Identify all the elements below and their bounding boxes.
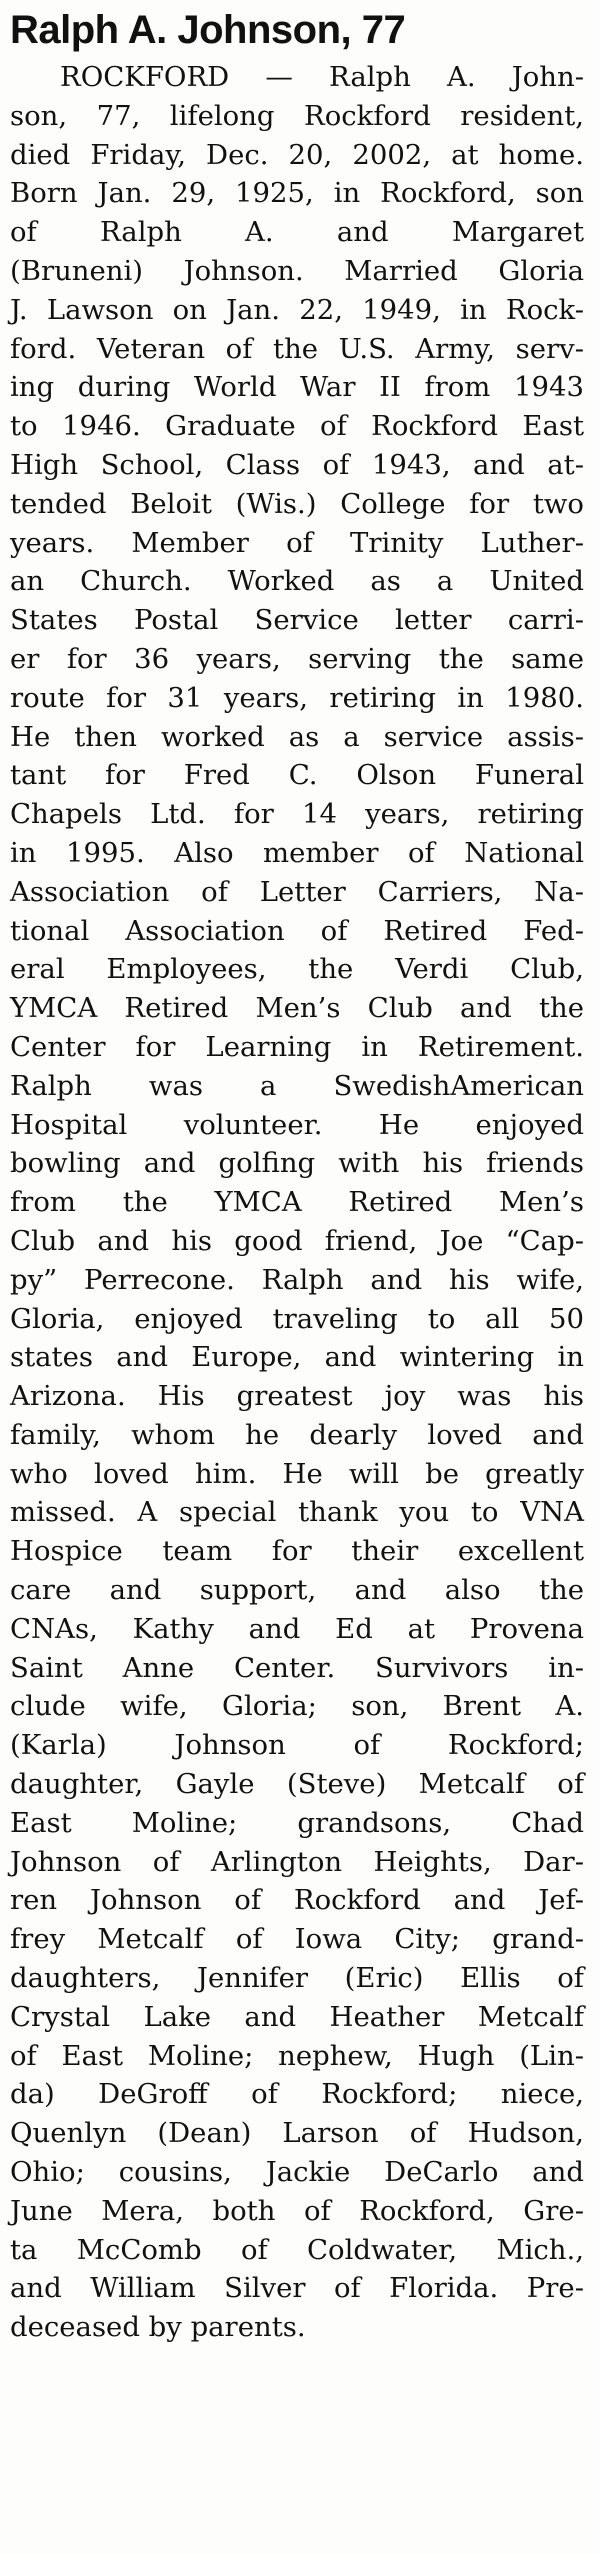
obituary-line: ing during World War II from 1943 [10, 371, 584, 404]
obituary-line: Crystal Lake and Heather Metcalf [10, 2000, 584, 2033]
obituary-line: ta McComb of Coldwater, Mich., [10, 2233, 584, 2266]
obituary-line: deceased by parents. [10, 2311, 306, 2344]
obituary-line: er for 36 years, serving the same [10, 642, 584, 675]
obituary-line: family, whom he dearly loved and [10, 1418, 584, 1451]
obituary-line: da) DeGroff of Rockford; niece, [10, 2078, 584, 2111]
obituary-line: Quenlyn (Dean) Larson of Hudson, [10, 2117, 584, 2150]
obituary-line: Born Jan. 29, 1925, in Rockford, son [10, 177, 584, 210]
obituary-line: Association of Letter Carriers, Na- [10, 875, 584, 908]
obituary-line: YMCA Retired Men’s Club and the [10, 992, 584, 1025]
obituary-line: states and Europe, and wintering in [10, 1341, 584, 1374]
obituary-line: Chapels Ltd. for 14 years, retiring [10, 798, 584, 831]
obituary-line: from the YMCA Retired Men’s [10, 1186, 584, 1219]
obituary-line: died Friday, Dec. 20, 2002, at home. [10, 138, 584, 171]
obituary-headline: Ralph A. Johnson, 77 [10, 8, 406, 52]
obituary-line: an Church. Worked as a United [10, 565, 584, 598]
obituary-line: to 1946. Graduate of Rockford East [10, 410, 584, 443]
obituary-line: eral Employees, the Verdi Club, [10, 953, 584, 986]
obituary-line: Ohio; cousins, Jackie DeCarlo and [10, 2156, 584, 2189]
obituary-line: ren Johnson of Rockford and Jef- [10, 1884, 584, 1917]
obituary-line: years. Member of Trinity Luther- [10, 526, 584, 559]
obituary-line: Club and his good friend, Joe “Cap- [10, 1224, 584, 1257]
obituary-line: ford. Veteran of the U.S. Army, serv- [10, 332, 584, 365]
obituary-line: in 1995. Also member of National [10, 836, 584, 869]
obituary-line: and William Silver of Florida. Pre- [10, 2272, 584, 2305]
obituary-line: Hospital volunteer. He enjoyed [10, 1108, 584, 1141]
obituary-line: son, 77, lifelong Rockford resident, [10, 99, 584, 132]
obituary-line: missed. A special thank you to VNA [10, 1496, 584, 1529]
obituary-line: who loved him. He will be greatly [10, 1457, 584, 1490]
obituary-line: He then worked as a service assis- [10, 720, 584, 753]
obituary-line: tant for Fred C. Olson Funeral [10, 759, 584, 792]
obituary-line: bowling and golfing with his friends [10, 1147, 584, 1180]
obituary-line: care and support, and also the [10, 1574, 584, 1607]
obituary-line: daughter, Gayle (Steve) Metcalf of [10, 1768, 584, 1801]
obituary-line: clude wife, Gloria; son, Brent A. [10, 1690, 584, 1723]
obituary-line: East Moline; grandsons, Chad [10, 1806, 584, 1839]
obituary-line: of East Moline; nephew, Hugh (Lin- [10, 2039, 584, 2072]
obituary-line: of Ralph A. and Margaret [10, 216, 584, 249]
obituary-line: py” Perrecone. Ralph and his wife, [10, 1263, 584, 1296]
obituary-line: Johnson of Arlington Heights, Dar- [10, 1845, 584, 1878]
obituary-line: High School, Class of 1943, and at- [10, 448, 584, 481]
obituary-line: CNAs, Kathy and Ed at Provena [10, 1612, 584, 1645]
obituary-line: frey Metcalf of Iowa City; grand- [10, 1923, 584, 1956]
obituary-line: tional Association of Retired Fed- [10, 914, 584, 947]
obituary-line: tended Beloit (Wis.) College for two [10, 487, 584, 520]
obituary-line: daughters, Jennifer (Eric) Ellis of [10, 1962, 584, 1995]
obituary-line: Ralph was a SwedishAmerican [10, 1069, 584, 1102]
obituary-line: J. Lawson on Jan. 22, 1949, in Rock- [10, 293, 584, 326]
obituary-line: Gloria, enjoyed traveling to all 50 [10, 1302, 584, 1335]
obituary-line: Saint Anne Center. Survivors in- [10, 1651, 584, 1684]
obituary-line: Arizona. His greatest joy was his [10, 1380, 584, 1413]
obituary-line: Center for Learning in Retirement. [10, 1030, 584, 1063]
obituary-line: States Postal Service letter carri- [10, 604, 584, 637]
obituary-line: Hospice team for their excellent [10, 1535, 584, 1568]
obituary-line: June Mera, both of Rockford, Gre- [10, 2194, 584, 2227]
obituary-line: route for 31 years, retiring in 1980. [10, 681, 584, 714]
obituary-body [10, 58, 584, 2347]
obituary-line: ROCKFORD — Ralph A. John- [60, 61, 584, 93]
obituary-line: (Karla) Johnson of Rockford; [10, 1729, 584, 1762]
obituary-line: (Bruneni) Johnson. Married Gloria [10, 254, 584, 287]
